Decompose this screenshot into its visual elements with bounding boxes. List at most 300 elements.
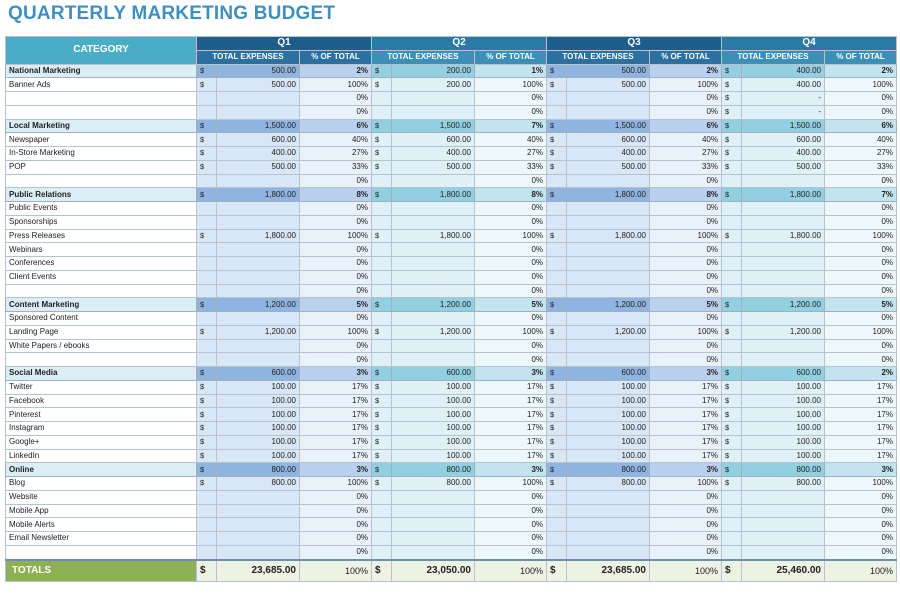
pct-of-total-value: 8%: [650, 188, 722, 202]
table-row: [6, 215, 897, 229]
table-row: [6, 532, 897, 546]
currency-symbol: $: [722, 422, 742, 436]
table-row: [6, 78, 897, 92]
table-body: [6, 64, 897, 560]
expense-value: [392, 270, 475, 284]
pct-of-total-value: 17%: [475, 380, 547, 394]
expense-value: 100.00: [392, 435, 475, 449]
currency-symbol: $: [722, 92, 742, 106]
pct-of-total-value: 0%: [650, 257, 722, 271]
pct-of-total-value: 0%: [650, 202, 722, 216]
pct-of-total-value: 2%: [825, 367, 897, 381]
expense-value: 1,500.00: [217, 119, 300, 133]
expense-value: 800.00: [567, 463, 650, 477]
section-row: [6, 188, 897, 202]
currency-symbol: [722, 545, 742, 559]
pct-of-total-value: 17%: [300, 380, 372, 394]
expense-value: [567, 270, 650, 284]
currency-symbol: $: [197, 477, 217, 491]
category-label: Client Events: [6, 270, 197, 284]
pct-of-total-value: 17%: [475, 408, 547, 422]
expense-value: [567, 312, 650, 326]
pct-of-total-value: 17%: [650, 435, 722, 449]
pct-of-total-value: 0%: [300, 545, 372, 559]
category-label: Landing Page: [6, 325, 197, 339]
pct-of-total-value: 0%: [300, 339, 372, 353]
expense-value: -: [742, 92, 825, 106]
table-row: [6, 449, 897, 463]
expense-value: 1,500.00: [567, 119, 650, 133]
pct-of-total-value: 0%: [300, 215, 372, 229]
pct-of-total-value: 0%: [650, 353, 722, 367]
expense-value: 100.00: [217, 435, 300, 449]
pct-of-total-value: 0%: [650, 270, 722, 284]
category-label: Mobile App: [6, 504, 197, 518]
currency-symbol: [372, 284, 392, 298]
expense-value: 100.00: [567, 435, 650, 449]
currency-symbol: $: [547, 408, 567, 422]
category-label: Google+: [6, 435, 197, 449]
currency-symbol: $: [372, 408, 392, 422]
currency-symbol: $: [197, 133, 217, 147]
pct-of-total-value: 0%: [475, 339, 547, 353]
expense-value: [567, 257, 650, 271]
totals-label: TOTALS: [6, 560, 197, 582]
category-label: Blog: [6, 477, 197, 491]
currency-symbol: [547, 174, 567, 188]
currency-symbol: $: [547, 147, 567, 161]
pct-of-total-value: 33%: [300, 160, 372, 174]
currency-symbol: $: [547, 229, 567, 243]
currency-symbol: [372, 339, 392, 353]
pct-of-total-value: 27%: [300, 147, 372, 161]
q3-total-value: 23,685.00: [567, 560, 650, 582]
currency-symbol: $: [722, 449, 742, 463]
pct-of-total-value: 17%: [650, 422, 722, 436]
section-row: [6, 367, 897, 381]
table-row: [6, 477, 897, 491]
pct-of-total-value: 0%: [825, 92, 897, 106]
pct-of-total-value: 0%: [300, 174, 372, 188]
currency-symbol: $: [197, 463, 217, 477]
pct-of-total-value: 17%: [300, 394, 372, 408]
expense-value: 100.00: [742, 449, 825, 463]
expense-value: 800.00: [567, 477, 650, 491]
currency-symbol: [722, 270, 742, 284]
currency-symbol: $: [372, 64, 392, 78]
q4-header: Q4: [722, 37, 897, 51]
expense-value: 100.00: [392, 449, 475, 463]
section-row: [6, 298, 897, 312]
pct-of-total-value: 100%: [650, 325, 722, 339]
pct-of-total-value: 0%: [650, 105, 722, 119]
category-label: [6, 545, 197, 559]
table-row: [6, 174, 897, 188]
pct-of-total-value: 27%: [825, 147, 897, 161]
pct-of-total-value: 0%: [825, 105, 897, 119]
pct-of-total-value: 17%: [475, 394, 547, 408]
expense-value: [392, 339, 475, 353]
currency-symbol: $: [197, 367, 217, 381]
table-row: [6, 325, 897, 339]
pct-of-total-value: 5%: [825, 298, 897, 312]
currency-symbol: [547, 339, 567, 353]
currency-symbol: $: [372, 394, 392, 408]
currency-symbol: $: [197, 78, 217, 92]
expense-value: 800.00: [217, 477, 300, 491]
currency-symbol: $: [722, 560, 742, 582]
currency-symbol: [547, 353, 567, 367]
table-row: [6, 545, 897, 559]
pct-of-total-value: 0%: [475, 312, 547, 326]
table-row: [6, 504, 897, 518]
category-label: POP: [6, 160, 197, 174]
pct-of-total-value: 40%: [825, 133, 897, 147]
total-expenses-header: TOTAL EXPENSES: [722, 50, 825, 64]
pct-of-total-value: 0%: [825, 339, 897, 353]
expense-value: [392, 215, 475, 229]
pct-of-total-value: 17%: [300, 408, 372, 422]
section-row: [6, 64, 897, 78]
currency-symbol: $: [547, 463, 567, 477]
expense-value: [567, 215, 650, 229]
currency-symbol: [197, 215, 217, 229]
pct-of-total-value: 17%: [300, 422, 372, 436]
currency-symbol: $: [547, 133, 567, 147]
expense-value: 600.00: [742, 133, 825, 147]
expense-value: 400.00: [392, 147, 475, 161]
category-label: Conferences: [6, 257, 197, 271]
expense-value: [217, 257, 300, 271]
currency-symbol: [372, 270, 392, 284]
pct-of-total-value: 0%: [475, 215, 547, 229]
currency-symbol: $: [722, 408, 742, 422]
currency-symbol: [722, 215, 742, 229]
pct-of-total-value: 2%: [300, 64, 372, 78]
table-row: [6, 284, 897, 298]
pct-of-total-value: 17%: [825, 422, 897, 436]
expense-value: 500.00: [217, 160, 300, 174]
expense-value: [742, 243, 825, 257]
pct-of-total-value: 100%: [300, 325, 372, 339]
currency-symbol: $: [372, 119, 392, 133]
currency-symbol: [197, 284, 217, 298]
expense-value: [217, 215, 300, 229]
expense-value: [742, 284, 825, 298]
pct-of-total-value: 3%: [650, 463, 722, 477]
expense-value: [742, 504, 825, 518]
currency-symbol: $: [722, 435, 742, 449]
currency-symbol: [722, 174, 742, 188]
pct-of-total-value: 0%: [475, 105, 547, 119]
section-label: Online: [6, 463, 197, 477]
currency-symbol: $: [722, 188, 742, 202]
expense-value: [392, 243, 475, 257]
expense-value: 1,800.00: [567, 188, 650, 202]
pct-of-total-value: 0%: [650, 532, 722, 546]
q1-total-pct: 100%: [300, 560, 372, 582]
pct-of-total-value: 40%: [650, 133, 722, 147]
currency-symbol: [547, 545, 567, 559]
expense-value: 1,200.00: [392, 298, 475, 312]
expense-value: 100.00: [742, 435, 825, 449]
currency-symbol: $: [197, 422, 217, 436]
pct-of-total-value: 0%: [475, 518, 547, 532]
currency-symbol: $: [197, 119, 217, 133]
currency-symbol: [197, 257, 217, 271]
expense-value: [217, 202, 300, 216]
currency-symbol: $: [197, 64, 217, 78]
expense-value: 200.00: [392, 64, 475, 78]
expense-value: 600.00: [392, 133, 475, 147]
table-row: [6, 339, 897, 353]
currency-symbol: $: [372, 160, 392, 174]
expense-value: 100.00: [217, 380, 300, 394]
currency-symbol: [372, 545, 392, 559]
table-row: [6, 243, 897, 257]
pct-of-total-value: 100%: [825, 477, 897, 491]
q3-total-pct: 100%: [650, 560, 722, 582]
table-row: [6, 105, 897, 119]
currency-symbol: [547, 504, 567, 518]
currency-symbol: [372, 312, 392, 326]
category-label: Pinterest: [6, 408, 197, 422]
currency-symbol: $: [547, 78, 567, 92]
currency-symbol: $: [197, 435, 217, 449]
pct-of-total-value: 17%: [300, 449, 372, 463]
currency-symbol: $: [197, 449, 217, 463]
currency-symbol: $: [547, 160, 567, 174]
table-row: [6, 490, 897, 504]
expense-value: 200.00: [392, 78, 475, 92]
section-label: Local Marketing: [6, 119, 197, 133]
expense-value: [742, 490, 825, 504]
expense-value: [567, 545, 650, 559]
expense-value: [567, 202, 650, 216]
expense-value: 100.00: [217, 408, 300, 422]
currency-symbol: [547, 284, 567, 298]
expense-value: 100.00: [217, 422, 300, 436]
currency-symbol: $: [547, 422, 567, 436]
category-label: [6, 105, 197, 119]
pct-of-total-value: 0%: [825, 270, 897, 284]
pct-of-total-value: 0%: [475, 270, 547, 284]
currency-symbol: [372, 215, 392, 229]
pct-of-total-value: 0%: [300, 243, 372, 257]
pct-of-total-value: 0%: [475, 490, 547, 504]
currency-symbol: [372, 105, 392, 119]
currency-symbol: $: [197, 147, 217, 161]
pct-of-total-value: 17%: [650, 394, 722, 408]
expense-value: [567, 353, 650, 367]
expense-value: [217, 518, 300, 532]
currency-symbol: $: [547, 367, 567, 381]
currency-symbol: [372, 257, 392, 271]
pct-of-total-value: 6%: [825, 119, 897, 133]
pct-of-total-value: 0%: [300, 105, 372, 119]
currency-symbol: $: [722, 325, 742, 339]
expense-value: 1,200.00: [742, 298, 825, 312]
pct-of-total-value: 0%: [825, 243, 897, 257]
category-label: Website: [6, 490, 197, 504]
expense-value: [217, 174, 300, 188]
currency-symbol: [547, 518, 567, 532]
expense-value: 400.00: [742, 78, 825, 92]
pct-of-total-header: % OF TOTAL: [650, 50, 722, 64]
currency-symbol: [197, 312, 217, 326]
category-label: Sponsorships: [6, 215, 197, 229]
expense-value: [217, 284, 300, 298]
pct-of-total-value: 3%: [300, 367, 372, 381]
currency-symbol: $: [197, 188, 217, 202]
pct-of-total-value: 0%: [300, 353, 372, 367]
expense-value: [742, 202, 825, 216]
pct-of-total-value: 0%: [650, 339, 722, 353]
currency-symbol: $: [197, 298, 217, 312]
pct-of-total-value: 0%: [825, 284, 897, 298]
pct-of-total-value: 3%: [650, 367, 722, 381]
section-label: National Marketing: [6, 64, 197, 78]
currency-symbol: [722, 490, 742, 504]
currency-symbol: $: [722, 160, 742, 174]
pct-of-total-value: 0%: [650, 284, 722, 298]
pct-of-total-value: 27%: [650, 147, 722, 161]
pct-of-total-value: 17%: [475, 449, 547, 463]
expense-value: [392, 518, 475, 532]
q4-total-value: 25,460.00: [742, 560, 825, 582]
pct-of-total-value: 0%: [475, 545, 547, 559]
pct-of-total-value: 0%: [825, 174, 897, 188]
currency-symbol: [722, 518, 742, 532]
category-label: Webinars: [6, 243, 197, 257]
expense-value: 500.00: [567, 160, 650, 174]
category-label: In-Store Marketing: [6, 147, 197, 161]
currency-symbol: $: [197, 160, 217, 174]
section-label: Content Marketing: [6, 298, 197, 312]
expense-value: [392, 257, 475, 271]
pct-of-total-value: 0%: [650, 490, 722, 504]
expense-value: 1,800.00: [742, 188, 825, 202]
pct-of-total-value: 0%: [475, 243, 547, 257]
pct-of-total-value: 100%: [825, 325, 897, 339]
expense-value: 1,800.00: [392, 188, 475, 202]
q2-total-pct: 100%: [475, 560, 547, 582]
category-label: Facebook: [6, 394, 197, 408]
section-row: [6, 119, 897, 133]
currency-symbol: [722, 353, 742, 367]
currency-symbol: $: [722, 394, 742, 408]
table-row: [6, 353, 897, 367]
currency-symbol: [197, 174, 217, 188]
pct-of-total-value: 0%: [475, 257, 547, 271]
expense-value: [567, 504, 650, 518]
pct-of-total-value: 100%: [825, 229, 897, 243]
pct-of-total-value: 33%: [825, 160, 897, 174]
currency-symbol: [372, 92, 392, 106]
pct-of-total-value: 27%: [475, 147, 547, 161]
pct-of-total-value: 100%: [475, 477, 547, 491]
expense-value: [217, 490, 300, 504]
table-row: [6, 394, 897, 408]
pct-of-total-value: 5%: [300, 298, 372, 312]
table-row: [6, 202, 897, 216]
currency-symbol: [372, 490, 392, 504]
currency-symbol: $: [547, 325, 567, 339]
currency-symbol: $: [547, 449, 567, 463]
currency-symbol: $: [547, 435, 567, 449]
pct-of-total-value: 0%: [475, 174, 547, 188]
pct-of-total-value: 17%: [825, 449, 897, 463]
expense-value: [567, 92, 650, 106]
pct-of-total-value: 0%: [475, 284, 547, 298]
currency-symbol: [547, 532, 567, 546]
currency-symbol: [372, 202, 392, 216]
currency-symbol: [547, 270, 567, 284]
expense-value: [392, 105, 475, 119]
expense-value: [567, 284, 650, 298]
currency-symbol: $: [372, 229, 392, 243]
category-label: Newspaper: [6, 133, 197, 147]
currency-symbol: $: [372, 133, 392, 147]
expense-value: 100.00: [567, 394, 650, 408]
expense-value: [217, 92, 300, 106]
currency-symbol: $: [372, 78, 392, 92]
q1-total-value: 23,685.00: [217, 560, 300, 582]
pct-of-total-value: 8%: [475, 188, 547, 202]
pct-of-total-value: 17%: [825, 408, 897, 422]
pct-of-total-value: 6%: [650, 119, 722, 133]
expense-value: 600.00: [742, 367, 825, 381]
expense-value: 100.00: [567, 449, 650, 463]
currency-symbol: $: [722, 147, 742, 161]
expense-value: 1,200.00: [567, 325, 650, 339]
currency-symbol: $: [547, 64, 567, 78]
currency-symbol: $: [722, 119, 742, 133]
expense-value: 400.00: [567, 147, 650, 161]
expense-value: 1,800.00: [217, 188, 300, 202]
currency-symbol: [722, 339, 742, 353]
expense-value: [392, 284, 475, 298]
currency-symbol: $: [372, 422, 392, 436]
pct-of-total-value: 17%: [650, 408, 722, 422]
expense-value: [567, 518, 650, 532]
currency-symbol: $: [197, 380, 217, 394]
category-header: CATEGORY: [6, 37, 197, 65]
pct-of-total-value: 17%: [475, 435, 547, 449]
table-row: [6, 435, 897, 449]
pct-of-total-value: 100%: [650, 78, 722, 92]
expense-value: [217, 545, 300, 559]
pct-of-total-value: 0%: [650, 92, 722, 106]
expense-value: 500.00: [742, 160, 825, 174]
pct-of-total-value: 0%: [825, 257, 897, 271]
currency-symbol: [722, 312, 742, 326]
currency-symbol: [722, 202, 742, 216]
currency-symbol: $: [722, 463, 742, 477]
expense-value: 600.00: [567, 133, 650, 147]
expense-value: [567, 532, 650, 546]
expense-value: [217, 105, 300, 119]
expense-value: 100.00: [742, 394, 825, 408]
pct-of-total-value: 17%: [300, 435, 372, 449]
pct-of-total-value: 0%: [475, 532, 547, 546]
currency-symbol: [547, 257, 567, 271]
expense-value: -: [742, 105, 825, 119]
pct-of-total-value: 40%: [475, 133, 547, 147]
pct-of-total-value: 17%: [475, 422, 547, 436]
expense-value: 1,800.00: [217, 229, 300, 243]
expense-value: 600.00: [567, 367, 650, 381]
